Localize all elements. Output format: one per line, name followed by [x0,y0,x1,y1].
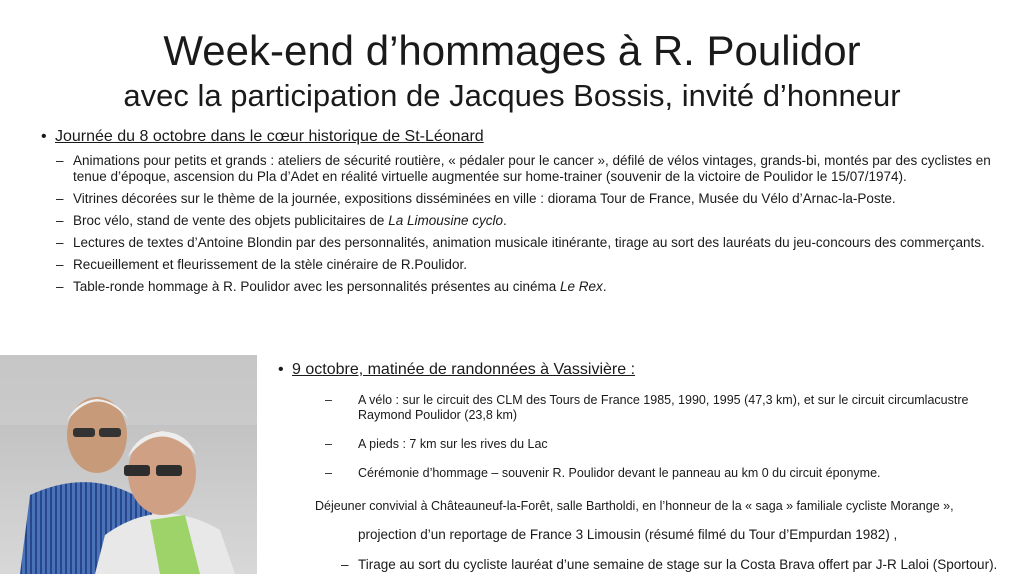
list-item-after: . [503,213,507,228]
list-item [56,213,1003,229]
dash-icon: – [325,393,332,407]
list-item-after: . [602,279,607,294]
lunch-text: Déjeuner convivial à Châteauneuf-la-Forêt, salle Bartholdi, en l’honneur de la « saga » familiale cycliste Morange », [315,499,954,513]
list-item-text: Lectures de textes d’Antoine Blondin par des personnalités, animation musicale itinérante, tirage au sort des lauréats du jeu-concours des commerçants. [73,235,985,250]
section-1-heading [41,127,484,147]
list-item-italic: Le Rex [560,279,603,294]
list-item [56,257,1003,273]
list-item [325,437,998,452]
dash-icon: – [325,466,332,480]
section-2-heading-text: 9 octobre, matinée de randonnées à Vassivière : [292,361,636,378]
list-item [56,191,1003,207]
section-1-list [56,153,1003,301]
dash-icon: – [341,557,349,572]
list-item-text: A vélo : sur le circuit des CLM des Tours de France 1985, 1990, 1995 (47,3 km), et sur le circuit circumlacustre Raymond Poulidor (23,8 km) [358,393,969,422]
dash-icon: – [325,437,332,451]
dash-icon: – [56,235,64,250]
list-item [341,557,998,573]
section-2-list [325,393,998,481]
section-1-heading-text: Journée du 8 octobre dans le cœur historique de St-Léonard [55,128,484,145]
dash-icon: – [56,153,64,168]
list-item-text: Vitrines décorées sur le thème de la journée, expositions disséminées en ville : diorama Tour de France, Musée du Vélo d’Arnac-la-Poste. [73,191,896,206]
list-item [358,527,998,543]
photo-poulidor-bossis [0,355,257,574]
page-title: Week-end d’hommages à R. Poulidor [163,27,861,74]
list-item-text: Cérémonie d’hommage – souvenir R. Poulidor devant le panneau au km 0 du circuit éponyme. [358,466,881,480]
dash-icon: – [56,279,64,294]
list-item-text: Animations pour petits et grands : ateliers de sécurité routière, « pédaler pour le cancer », défilé de vélos vintages, grands-bi, montés par des cyclistes en tenue d’époque, ascension du Pla d’Adet en réalité virtuelle augmentée sur home-trainer (souvenir de la victoire de Poulidor le 15/07/1974). [73,153,991,184]
list-item-italic: La Limousine cyclo [388,213,503,228]
list-item [325,466,998,481]
list-item [325,393,998,423]
list-item-text: Broc vélo, stand de vente des objets publicitaires de [73,213,389,228]
bullet-icon: • [278,361,284,378]
list-item-text: projection d’un reportage de France 3 Limousin (résumé filmé du Tour d’Empurdan 1982) , [358,527,898,542]
dash-icon: – [56,257,64,272]
list-item-text: Recueillement et fleurissement de la stèle cinéraire de R.Poulidor. [73,257,467,272]
list-item-text: Tirage au sort du cycliste lauréat d’une semaine de stage sur la Costa Brava offert par J-R Laloi (Sportour). [358,557,998,572]
list-item-text: Table-ronde hommage à R. Poulidor avec les personnalités présentes au cinéma [73,279,561,294]
list-item [56,279,1003,295]
dash-icon: – [56,213,64,228]
bullet-icon: • [41,128,47,145]
page-subtitle: avec la participation de Jacques Bossis, invité d’honneur [123,78,901,113]
section-2-heading [278,360,636,380]
dash-icon: – [56,191,64,206]
list-item [56,235,1003,251]
section-2-list-2 [341,527,998,579]
list-item-text: A pieds : 7 km sur les rives du Lac [358,437,548,451]
list-item [56,153,1003,185]
